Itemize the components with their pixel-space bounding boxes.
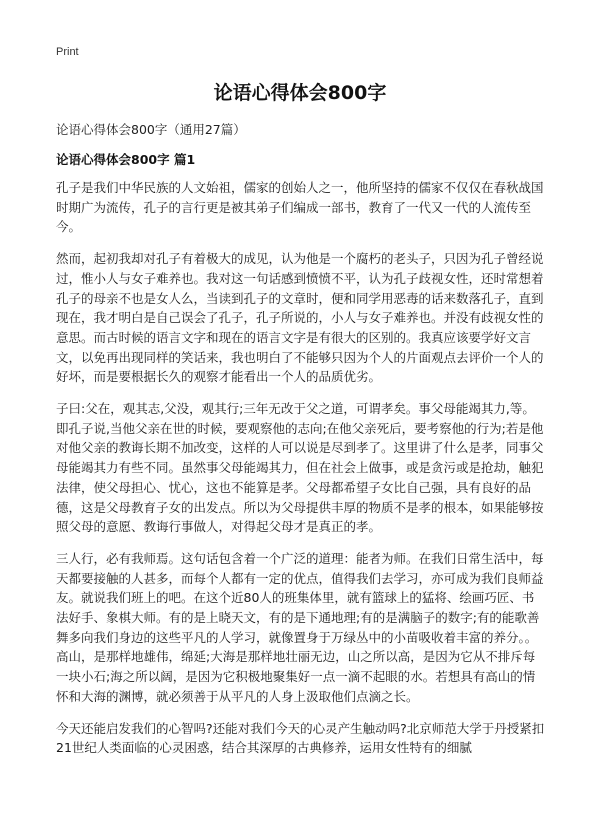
paragraph-2: 然而，起初我却对孔子有着极大的成见，认为他是一个腐朽的老头子，只因为孔子曾经说过，惟小人与女子难养也。我对这一句话感到愤愤不平，认为孔子歧视女性，还时常想着孔子的母亲不也是女人么，当读到孔子的文章时，便和同学用恶毒的话来数落孔子，直到现在，我才明白是自己误会了孔子，孔子所说的，小人与女子难养也。并没有歧视女性的意思。而古时候的语言文字和现在的语言文字是有很大的区别的。我真应该要学好文言文，以免再出现同样的笑话来，我也明白了不能够只因为个人的片面观点去评价一个人的好坏，而是要根据长久的观察才能看出一个人的品质优劣。 — [56, 251, 544, 385]
section-heading: 论语心得体会800字 篇1 — [56, 152, 196, 167]
print-label: Print — [56, 46, 79, 58]
page-title: 论语心得体会800字 — [213, 82, 387, 104]
document-subtitle: 论语心得体会800字（通用27篇） — [56, 122, 246, 137]
paragraph-1: 孔子是我们中华民族的人文始祖，儒家的创始人之一，他所坚持的儒家不仅仅在春秋战国时期广为流传，孔子的言行更是被其弟子们编成一部书，教育了一代又一代的人流传至今。 — [56, 180, 544, 235]
paragraph-5: 今天还能启发我们的心智吗?还能对我们今天的心灵产生触动吗?北京师范大学于丹授紧扣21世纪人类面临的心灵困惑，结合其深厚的古典修养，运用女性特有的细腻 — [56, 720, 545, 756]
paragraph-4: 三人行，必有我师焉。这句话包含着一个广泛的道理：能者为师。在我们日常生活中，每天都要接触的人甚多，而每个人都有一定的优点，值得我们去学习，亦可成为我们良师益友。就说我们班上的吧。在这个近80人的班集体里，就有篮球上的猛将、绘画巧匠、书法好手、象棋大师。有的是上晓天文，有的是下通地理;有的是满脑子的数字;有的能歌善舞多向我们身边的这些平凡的人学习，就像置身于万绿丛中的小苗吸收着丰富的养分。。高山，是那样地雄伟，绵延;大海是那样地壮丽无边，山之所以高，是因为它从不排斥每一块小石;海之所以阔，是因为它积极地聚集好一点一滴不起眼的水。若想具有高山的情怀和大海的渊博，就必须善于从平凡的人身上汲取他们点滴之长。 — [56, 550, 544, 704]
paragraph-3: 子曰:父在，观其志,父没，观其行;三年无改于父之道，可谓孝矣。事父母能竭其力,等。即孔子说,当他父亲在世的时候，要观察他的志向;在他父亲死后，要考察他的行为;若是他对他父亲的教诲长期不加改变，这样的人可以说是尽到孝了。这里讲了什么是孝，同事父母能竭其力有些不同。虽然事父母能竭其力，但在社会上做事，或是贪污或是抢劫，触犯法律，使父母担心、忧心，这也不能算是孝。父母都希望子女比自己强，具有良好的品德，这是父母教育子女的出发点。所以为父母提供丰厚的物质不是孝的根本，如果能够按照父母的意愿、教诲行事做人，对得起父母才是真正的孝。 — [56, 401, 544, 535]
article-body — [56, 178, 546, 770]
